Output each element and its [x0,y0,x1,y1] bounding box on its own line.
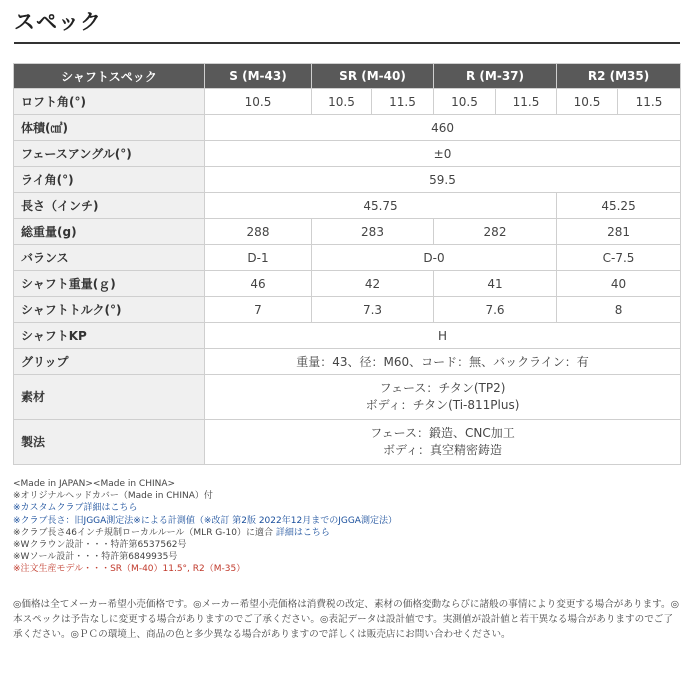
table-cell: 45.25 [557,193,681,219]
row-label: ライ角(°) [14,167,205,193]
row-balance [14,245,681,271]
row-label: フェースアングル(°) [14,141,205,167]
table-cell: 7 [205,297,312,323]
table-cell: 45.75 [205,193,557,219]
row-grip [14,349,681,375]
table-cell: 42 [312,271,434,297]
row-label: シャフトKP [14,323,205,349]
note-local-rule [13,527,397,539]
row-shaft-weight [14,271,681,297]
note-w-sole: ※Wソール設計・・・特許第6849935号 [13,552,178,563]
note-made-in: <Made in JAPAN><Made in CHINA> [13,479,176,489]
header-r2: R2 (M35) [557,64,681,89]
row-label: 体積(㎤) [14,115,205,141]
row-shaft-kp [14,323,681,349]
note-made-to-order: ※注文生産モデル・・・SR（M-40）11.5°, R2（M-35） [13,564,246,575]
note-w-crown: ※Wクラウン設計・・・特許第6537562号 [13,540,187,551]
table-cell: 11.5 [372,89,434,115]
table-cell: 40 [557,271,681,297]
page-title: スペック [14,10,102,34]
table-cell: 11.5 [618,89,681,115]
title-divider [14,42,680,44]
row-label: シャフト重量(ｇ) [14,271,205,297]
row-lie-angle [14,167,681,193]
row-label: ロフト角(°) [14,89,205,115]
row-label: 総重量(g) [14,219,205,245]
table-cell [205,375,681,420]
table-cell: 41 [434,271,557,297]
header-shaft-spec: シャフトスペック [14,64,205,89]
table-cell: 10.5 [557,89,618,115]
spec-table [13,63,681,465]
table-cell: 281 [557,219,681,245]
row-label: 長さ（インチ) [14,193,205,219]
table-cell: 11.5 [496,89,557,115]
row-face-angle [14,141,681,167]
table-cell: 7.3 [312,297,434,323]
table-header-row [14,64,681,89]
header-s: S (M-43) [205,64,312,89]
spec-notes [13,478,397,576]
table-cell: 288 [205,219,312,245]
row-label: シャフトトルク(°) [14,297,205,323]
local-rule-details-link[interactable]: 詳細はこちら [275,527,330,538]
row-total-weight [14,219,681,245]
table-cell: H [205,323,681,349]
material-face: フェース：チタン(TP2) [379,381,506,395]
table-cell: D-0 [312,245,557,271]
row-material [14,375,681,420]
row-length [14,193,681,219]
local-rule-text: ※クラブ長さ46インチ規制ローカルルール（MLR G-10）に適合 [13,527,273,538]
header-r: R (M-37) [434,64,557,89]
table-cell: 10.5 [205,89,312,115]
table-cell: D-1 [205,245,312,271]
row-label: 素材 [14,375,205,420]
table-cell: 46 [205,271,312,297]
row-label: 製法 [14,420,205,465]
row-shaft-torque [14,297,681,323]
table-cell [205,420,681,465]
material-body: ボディ：チタン(Ti-811Plus) [365,398,520,412]
row-volume [14,115,681,141]
footer-disclaimer: ◎価格は全てメーカー希望小売価格です。◎メーカー希望小売価格は消費税の改定、素材の価格変動ならびに諸般の事情により変更する場合があります。◎本スペックは予告なしに変更する場合がありますのでご了承ください。◎表記データは設計値です。実測値が設計値と若干異なる場合がありますのでご了承ください。◎ＰＣの環境上、商品の色と多少異なる場合がありますので詳しくは販売店にお問い合わせください。 [13,599,679,640]
table-cell: ±0 [205,141,681,167]
row-loft [14,89,681,115]
table-cell: 10.5 [312,89,372,115]
table-cell: C-7.5 [557,245,681,271]
table-cell: 59.5 [205,167,681,193]
header-sr: SR (M-40) [312,64,434,89]
table-cell: 460 [205,115,681,141]
table-cell: 重量：43、径：M60、コード：無、バックライン：有 [205,349,681,375]
table-cell: 10.5 [434,89,496,115]
note-club-length: ※クラブ長さ：旧JGGA測定法※による計測値（※改訂 第2版 2022年12月までのJGGA測定法） [13,515,397,526]
row-label: グリップ [14,349,205,375]
row-label: バランス [14,245,205,271]
table-cell: 283 [312,219,434,245]
process-body: ボディ：真空精密鋳造 [382,443,503,457]
custom-club-link[interactable]: ※カスタムクラブ詳細はこちら [13,503,138,514]
note-headcover: ※オリジナルヘッドカバー（Made in CHINA）付 [13,491,213,502]
table-cell: 7.6 [434,297,557,323]
process-face: フェース：鍛造、CNC加工 [370,426,515,440]
table-cell: 8 [557,297,681,323]
table-cell: 282 [434,219,557,245]
row-process [14,420,681,465]
